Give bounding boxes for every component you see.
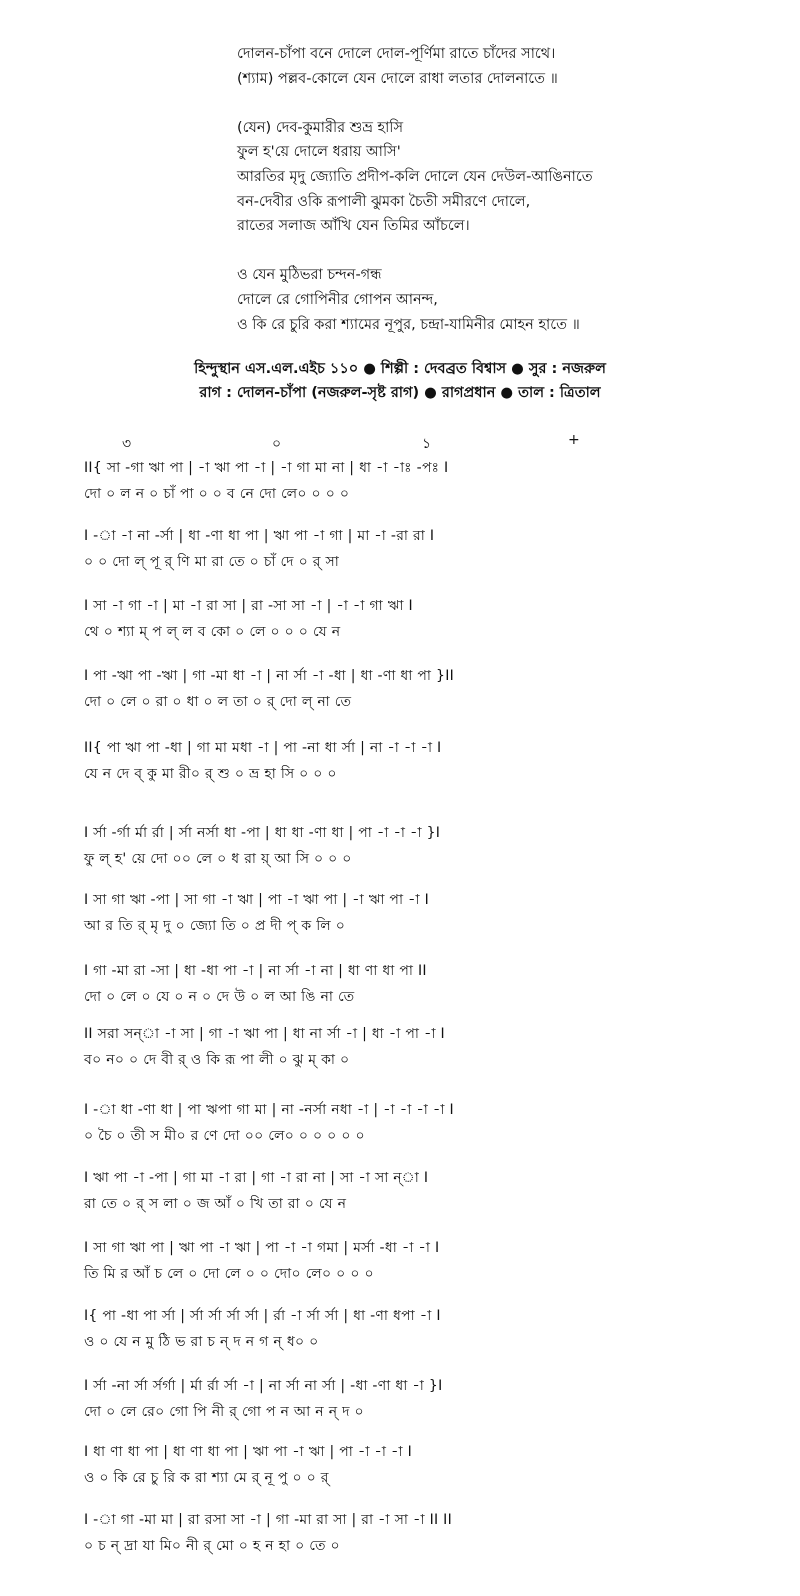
swara-line: I -া -া না -র্সা | ধা -ণা ধা পা | ঋা পা -া গা | মা -া -রা রা I (84, 528, 435, 544)
bani-line: দো ০ লে ০ রা ০ ধা ০ ল তা ০ র্ দো ল্ না তে (84, 694, 352, 710)
notation-row (0, 664, 800, 714)
bani-line: দো ০ ল ন ০ চাঁ পা ০ ০ ব নে দো লে০ ০ ০ ০ (84, 486, 350, 502)
lyrics (237, 42, 777, 362)
lyric-line: দোলন-চাঁপা বনে দোলে দোল-পূর্ণিমা রাতে চাঁদের সাথে। (237, 46, 556, 62)
swara-line: I -া ধা -ণা ধা | পা ঋপা গা মা | না -নর্সা নধা -া | -া -া -া -া I (84, 1102, 454, 1118)
bani-line: ও ০ যে ন মু ঠি ভ রা চ ন্ দ ন গ ন্ ধ০ ০ (84, 1334, 319, 1350)
notation-row (0, 1508, 800, 1558)
lyric-line: আরতির মৃদু জ্যোতি প্রদীপ-কলি দোলে যেন দেউল-আঙিনাতে (237, 168, 593, 185)
swara-line: I{ পা -ধা পা র্সা | র্সা র্সা র্সা র্সা | র্রা -া র্সা র্সা | ধা -ণা ধপা -া I (84, 1308, 441, 1324)
lyric-line: (শ্যাম) পল্লব-কোলে যেন দোলে রাধা লতার দোলনাতে ॥ (237, 70, 558, 87)
bani-line: দো ০ লে ০ যে ০ ন ০ দে উ ০ ল আ ঙি না তে (84, 989, 355, 1005)
record-info (0, 357, 800, 405)
notation-row (0, 959, 800, 1009)
swara-line: I ঋা পা -া -পা | গা মা -া রা | গা -া রা না | সা -া সা ন্া I (84, 1170, 429, 1186)
swara-line: I পা -ঋা পা -ঋা | গা -মা ধা -া | না র্সা -া -ধা | ধা -ণা ধা পা }II (84, 668, 455, 684)
bani-line: রা তে ০ র্ স লা ০ জ আঁ ০ খি তা রা ০ যে ন (84, 1196, 347, 1212)
bani-line: ফু ল্ হ' য়ে দো ০০ লে ০ ধ রা য়্ আ সি ০ ০ ০ (84, 851, 352, 867)
notation-row (0, 524, 800, 574)
swara-line: I ধা ণা ধা পা | ধা ণা ধা পা | ঋা পা -া ঋা | পা -া -া -া I (84, 1444, 413, 1460)
taal-mark: ৩ (122, 436, 132, 452)
lyrics-stanza (237, 42, 777, 91)
bani-line: যে ন দে ব্ কু মা রী০ র্ শু ০ ভ্র হা সি ০ ০ ০ (84, 766, 337, 782)
notation-row (0, 1098, 800, 1148)
notation-row (0, 1440, 800, 1490)
lyric-line: ও যেন মুঠিভরা চন্দন-গন্ধ (237, 267, 382, 284)
bani-line: আ র তি র্ মৃ দু ০ জ্যো তি ০ প্র দী প্ ক লি ০ (84, 918, 346, 934)
swara-line: I গা -মা রা -সা | ধা -ধা পা -া | না র্সা -া না | ধা ণা ধা পা II (84, 963, 427, 979)
swara-line: I -া গা -মা মা | রা রসা সা -া | গা -মা রা সা | রা -া সা -া II II (84, 1512, 453, 1528)
lyric-line: ও কি রে চুরি করা শ্যামের নূপুর, চন্দ্রা-যামিনীর মোহন হাতে ॥ (237, 316, 580, 333)
taal-mark: ১ (422, 436, 432, 452)
swara-line: I র্সা -র্গা র্মা র্রা | র্সা নর্সা ধা -পা | ধা ধা -ণা ধা | পা -া -া -া }I (84, 825, 441, 841)
record-credits: হিন্দুস্থান এস.এল.এইচ ১১০ ● শিল্পী : দেবব্রত বিশ্বাস ● সুর : নজরুল (194, 361, 606, 377)
bani-line: ০ চৈ ০ তী স মী০ র ণে দো ০০ লে০ ০ ০ ০ ০ ০ (84, 1128, 365, 1144)
lyric-line: দোলে রে গোপিনীর গোপন আনন্দ, (237, 291, 438, 308)
swara-line: II{ সা -গা ঋা পা | -া ঋা পা -া | -া গা মা না | ধা -া -াঃ -পঃ I (84, 460, 449, 476)
raga-taal-info: রাগ : দোলন-চাঁপা (নজরুল-সৃষ্ট রাগ) ● রাগপ্রধান ● তাল : ত্রিতাল (199, 385, 601, 401)
bani-line: ০ চ ন্ দ্রা যা মি০ নী র্ মো ০ হ ন হা ০ তে ০ (84, 1538, 340, 1554)
notation-row (0, 1166, 800, 1216)
lyric-line: ফুল হ'য়ে দোলে ধরায় আসি' (237, 144, 401, 161)
swara-line: I র্সা -না র্সা র্সর্গা | র্মা র্রা র্সা -া | না র্সা না র্সা | -ধা -ণা ধা -া }I (84, 1378, 443, 1394)
swara-line: II সরা সন্া -া সা | গা -া ঋা পা | ধা না র্সা -া | ধা -া পা -া I (84, 1026, 445, 1042)
notation-row (0, 821, 800, 871)
notation-row (0, 1374, 800, 1424)
lyric-line: রাতের সলাজ আঁখি যেন তিমির আঁচলে। (237, 218, 470, 235)
notation-row (0, 456, 800, 506)
notation-row (0, 888, 800, 938)
swara-line: I সা গা ঋা -পা | সা গা -া ঋা | পা -া ঋা পা | -া ঋা পা -া I (84, 892, 430, 908)
notation-row (0, 736, 800, 786)
notation-row (0, 1022, 800, 1072)
swara-line: I সা -া গা -া | মা -া রা সা | রা -সা সা -া | -া -া গা ঋা I (84, 598, 413, 614)
lyric-line: (যেন) দেব-কুমারীর শুভ্র হাসি (237, 119, 404, 136)
lyric-line: বন-দেবীর ওকি রূপালী ঝুমকা চৈতী সমীরণে দোলে, (237, 193, 531, 210)
bani-line: ০ ০ দো ল্ পূ র্ ণি মা রা তে ০ চাঁ দে ০ র্ সা (84, 554, 340, 570)
bani-line: তি মি র আঁ চ লে ০ দো লে ০ ০ দো০ লে০ ০ ০ ০ (84, 1266, 374, 1282)
bani-line: ব০ ন০ ০ দে বী র্ ও কি রূ পা লী ০ ঝু ম্ কা ০ (84, 1052, 350, 1068)
swara-line: I সা গা ঋা পা | ঋা পা -া ঋা | পা -া -া গমা | মর্সা -ধা -া -া I (84, 1240, 440, 1256)
bani-line: ও ০ কি রে চু রি ক রা শ্যা মে র্ নূ পু ০ ০ র্ (84, 1470, 329, 1486)
lyrics-stanza (237, 263, 777, 337)
taal-mark: ০ (272, 436, 282, 452)
notation-row (0, 1236, 800, 1286)
notation-row (0, 594, 800, 644)
notation-row (0, 1304, 800, 1354)
swara-line: II{ পা ঋা পা -ধা | গা মা মধা -া | পা -না ধা র্সা | না -া -া -া I (84, 740, 442, 756)
bani-line: দো ০ লে রে০ গো পি নী র্ গো প ন আ ন ন্ দ ০ (84, 1404, 364, 1420)
bani-line: থে ০ শ্যা ম্ প ল্ ল ব কো ০ লে ০ ০ ০ যে ন (84, 624, 341, 640)
taal-mark: + (568, 432, 580, 448)
lyrics-stanza (237, 116, 777, 239)
